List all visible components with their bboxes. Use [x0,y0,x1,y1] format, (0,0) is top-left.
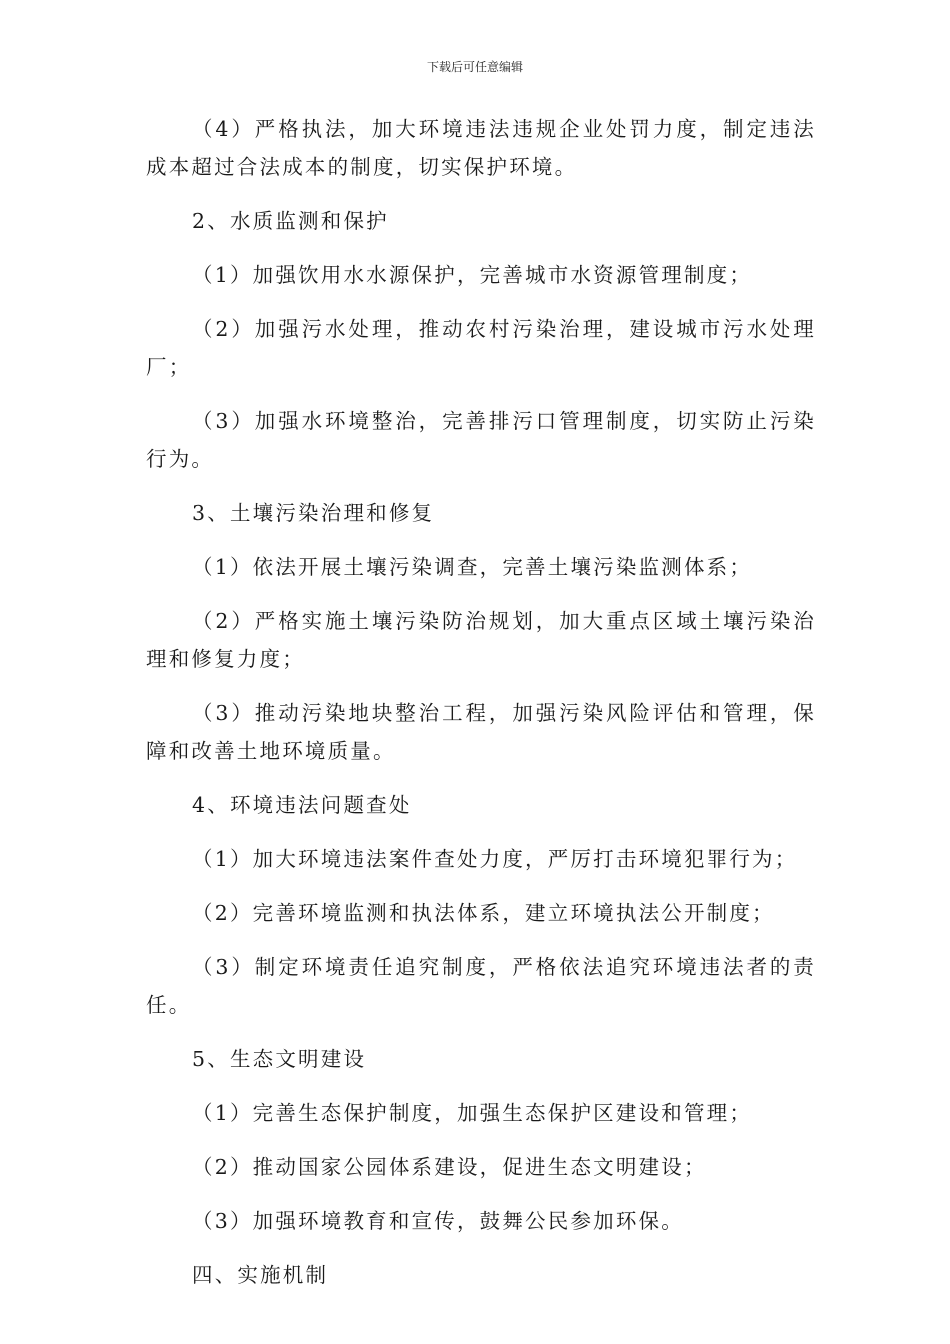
paragraph-water-3: （3）加强水环境整治，完善排污口管理制度，切实防止污染行为。 [146,409,816,471]
paragraph-soil-1: （1）依法开展土壤污染调查，完善土壤污染监测体系； [192,555,753,579]
section-heading-ecology: 5、生态文明建设 [192,1047,367,1071]
section-heading-soil: 3、土壤污染治理和修复 [192,501,435,525]
section-heading-water: 2、水质监测和保护 [192,209,389,233]
section-heading-violations: 4、环境违法问题查处 [192,793,412,817]
paragraph-violations-3: （3）制定环境责任追究制度，严格依法追究环境违法者的责任。 [146,955,816,1017]
paragraph-violations-2: （2）完善环境监测和执法体系，建立环境执法公开制度； [192,901,775,925]
paragraph-ecology-3: （3）加强环境教育和宣传，鼓舞公民参加环保。 [192,1209,684,1233]
paragraph-soil-2: （2）严格实施土壤污染防治规划，加大重点区域土壤污染治理和修复力度； [146,609,816,671]
paragraph-enforcement: （4）严格执法，加大环境违法违规企业处罚力度，制定违法成本超过合法成本的制度，切实保护环境。 [146,117,816,179]
paragraph-water-1: （1）加强饮用水水源保护，完善城市水资源管理制度； [192,263,753,287]
paragraph-violations-1: （1）加大环境违法案件查处力度，严厉打击环境犯罪行为； [192,847,798,871]
section-heading-mechanism: 四、实施机制 [192,1263,329,1287]
page-header: 下载后可任意编辑 [426,60,523,74]
paragraph-ecology-1: （1）完善生态保护制度，加强生态保护区建设和管理； [192,1101,753,1125]
paragraph-ecology-2: （2）推动国家公园体系建设，促进生态文明建设； [192,1155,707,1179]
paragraph-water-2: （2）加强污水处理，推动农村污染治理，建设城市污水处理厂； [146,317,816,379]
document-body [146,110,816,1294]
paragraph-soil-3: （3）推动污染地块整治工程，加强污染风险评估和管理，保障和改善土地环境质量。 [146,701,816,763]
